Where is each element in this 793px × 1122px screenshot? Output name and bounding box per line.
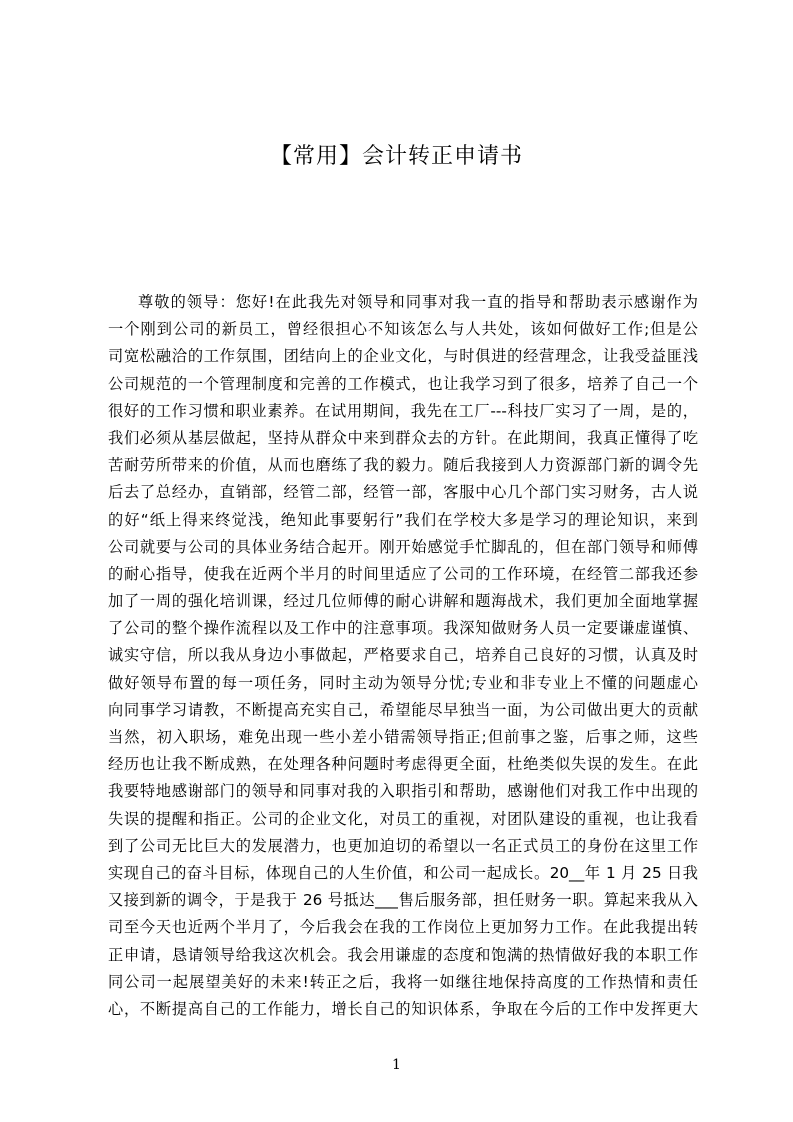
body-line: 一个刚到公司的新员工，曾经很担心不知该怎么与人共处，该如何做好工作;但是公 <box>108 320 698 339</box>
body-line: 失误的提醒和指正。公司的企业文化，对员工的重视，对团队建设的重视，也让我看 <box>108 809 698 828</box>
document-title: 【常用】会计转正申请书 <box>269 144 523 169</box>
body-line: 司至今天也近两个半月了，今后我会在我的工作岗位上更加努力工作。在此我提出转 <box>108 918 698 937</box>
body-line: 司宽松融洽的工作氛围，团结向上的企业文化，与时俱进的经营理念，让我受益匪浅 <box>108 347 698 366</box>
body-line: 做好领导布置的每一项任务，同时主动为领导分忧;专业和非专业上不懂的问题虚心 <box>108 673 698 692</box>
body-line: 正申请，恳请领导给我这次机会。我会用谦虚的态度和饱满的热情做好我的本职工作 <box>108 945 698 964</box>
page-number: 1 <box>392 1057 401 1073</box>
body-line: 实现自己的奋斗目标，体现自己的人生价值，和公司一起成长。20__年 1 月 25 日我 <box>108 863 698 882</box>
body-line: 苦耐劳所带来的价值，从而也磨练了我的毅力。随后我接到人力资源部门新的调令先 <box>108 456 698 475</box>
body-line: 同公司一起展望美好的未来!转正之后，我将一如继往地保持高度的工作热情和责任 <box>108 972 698 991</box>
body-line: 诚实守信，所以我从身边小事做起，严格要求自己，培养自己良好的习惯，认真及时 <box>108 646 698 665</box>
document-body <box>108 289 698 1023</box>
body-line: 我们必须从基层做起，坚持从群众中来到群众去的方针。在此期间，我真正懂得了吃 <box>108 428 698 447</box>
body-line: 经历也让我不断成熟，在处理各种问题时考虑得更全面，杜绝类似失误的发生。在此 <box>108 755 698 774</box>
body-line: 的好“纸上得来终觉浅，绝知此事要躬行”我们在学校大多是学习的理论知识，来到 <box>108 510 698 529</box>
body-line: 加了一周的强化培训课，经过几位师傅的耐心讲解和题海战术，我们更加全面地掌握 <box>108 592 698 611</box>
body-line: 尊敬的领导：您好!在此我先对领导和同事对我一直的指导和帮助表示感谢作为 <box>138 293 698 311</box>
body-line: 公司就要与公司的具体业务结合起开。刚开始感觉手忙脚乱的，但在部门领导和师傅 <box>108 537 698 556</box>
body-line: 当然，初入职场，难免出现一些小差小错需领导指正;但前事之鉴，后事之师，这些 <box>108 728 698 746</box>
body-line: 后去了总经办，直销部，经管二部，经管一部，客服中心几个部门实习财务，古人说 <box>108 483 698 502</box>
body-line: 到了公司无比巨大的发展潜力，也更加迫切的希望以一名正式员工的身份在这里工作 <box>108 836 698 855</box>
body-line: 的耐心指导，使我在近两个半月的时间里适应了公司的工作环境，在经管二部我还参 <box>108 564 698 583</box>
body-line: 向同事学习请教，不断提高充实自己，希望能尽早独当一面，为公司做出更大的贡献 <box>108 700 698 719</box>
body-line: 心，不断提高自己的工作能力，增长自己的知识体系，争取在今后的工作中发挥更大 <box>108 999 698 1018</box>
body-line: 了公司的整个操作流程以及工作中的注意事项。我深知做财务人员一定要谦虚谨慎、 <box>108 619 698 638</box>
body-line: 公司规范的一个管理制度和完善的工作模式，也让我学习到了很多，培养了自己一个 <box>108 374 698 393</box>
body-line: 我要特地感谢部门的领导和同事对我的入职指引和帮助，感谢他们对我工作中出现的 <box>108 782 698 801</box>
body-line: 又接到新的调令，于是我于 26 号抵达___售后服务部，担任财务一职。算起来我从入 <box>108 891 698 910</box>
body-line: 很好的工作习惯和职业素养。在试用期间，我先在工厂---科技厂实习了一周，是的， <box>108 401 698 420</box>
